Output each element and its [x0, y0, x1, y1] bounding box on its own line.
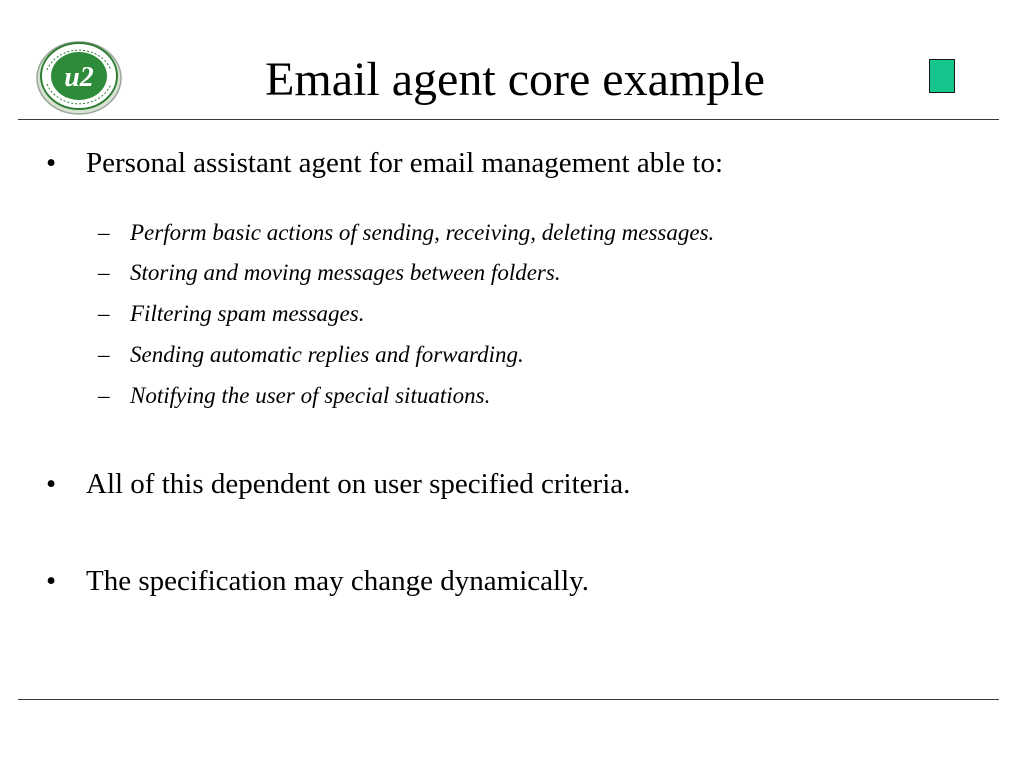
bullet-marker: • — [46, 468, 57, 500]
top-divider — [18, 119, 999, 120]
sub-item-text: Storing and moving messages between folders. — [130, 260, 561, 285]
slide-title-text: Email agent core example — [265, 53, 765, 106]
slide-title — [0, 50, 1024, 110]
svg-text:u2: u2 — [64, 62, 94, 93]
corner-accent-square — [929, 59, 955, 93]
sub-item-text: Notifying the user of special situations. — [130, 383, 491, 408]
dash-marker: – — [98, 220, 110, 245]
bullet-text: Personal assistant agent for email management able to: — [86, 147, 723, 179]
sub-item-text: Sending automatic replies and forwarding. — [130, 342, 524, 367]
dash-marker: – — [98, 301, 110, 326]
bottom-divider — [18, 699, 999, 700]
sub-item-text: Perform basic actions of sending, receiving, deleting messages. — [130, 220, 715, 245]
sub-item-text: Filtering spam messages. — [130, 301, 365, 326]
bullet-marker: • — [46, 147, 57, 179]
bullet-marker: • — [46, 565, 57, 597]
dash-marker: – — [98, 383, 110, 408]
dash-marker: – — [98, 260, 110, 285]
bullet-text: All of this dependent on user specified criteria. — [86, 468, 631, 500]
bullet-text: The specification may change dynamically. — [86, 565, 589, 597]
dash-marker: – — [98, 342, 110, 367]
